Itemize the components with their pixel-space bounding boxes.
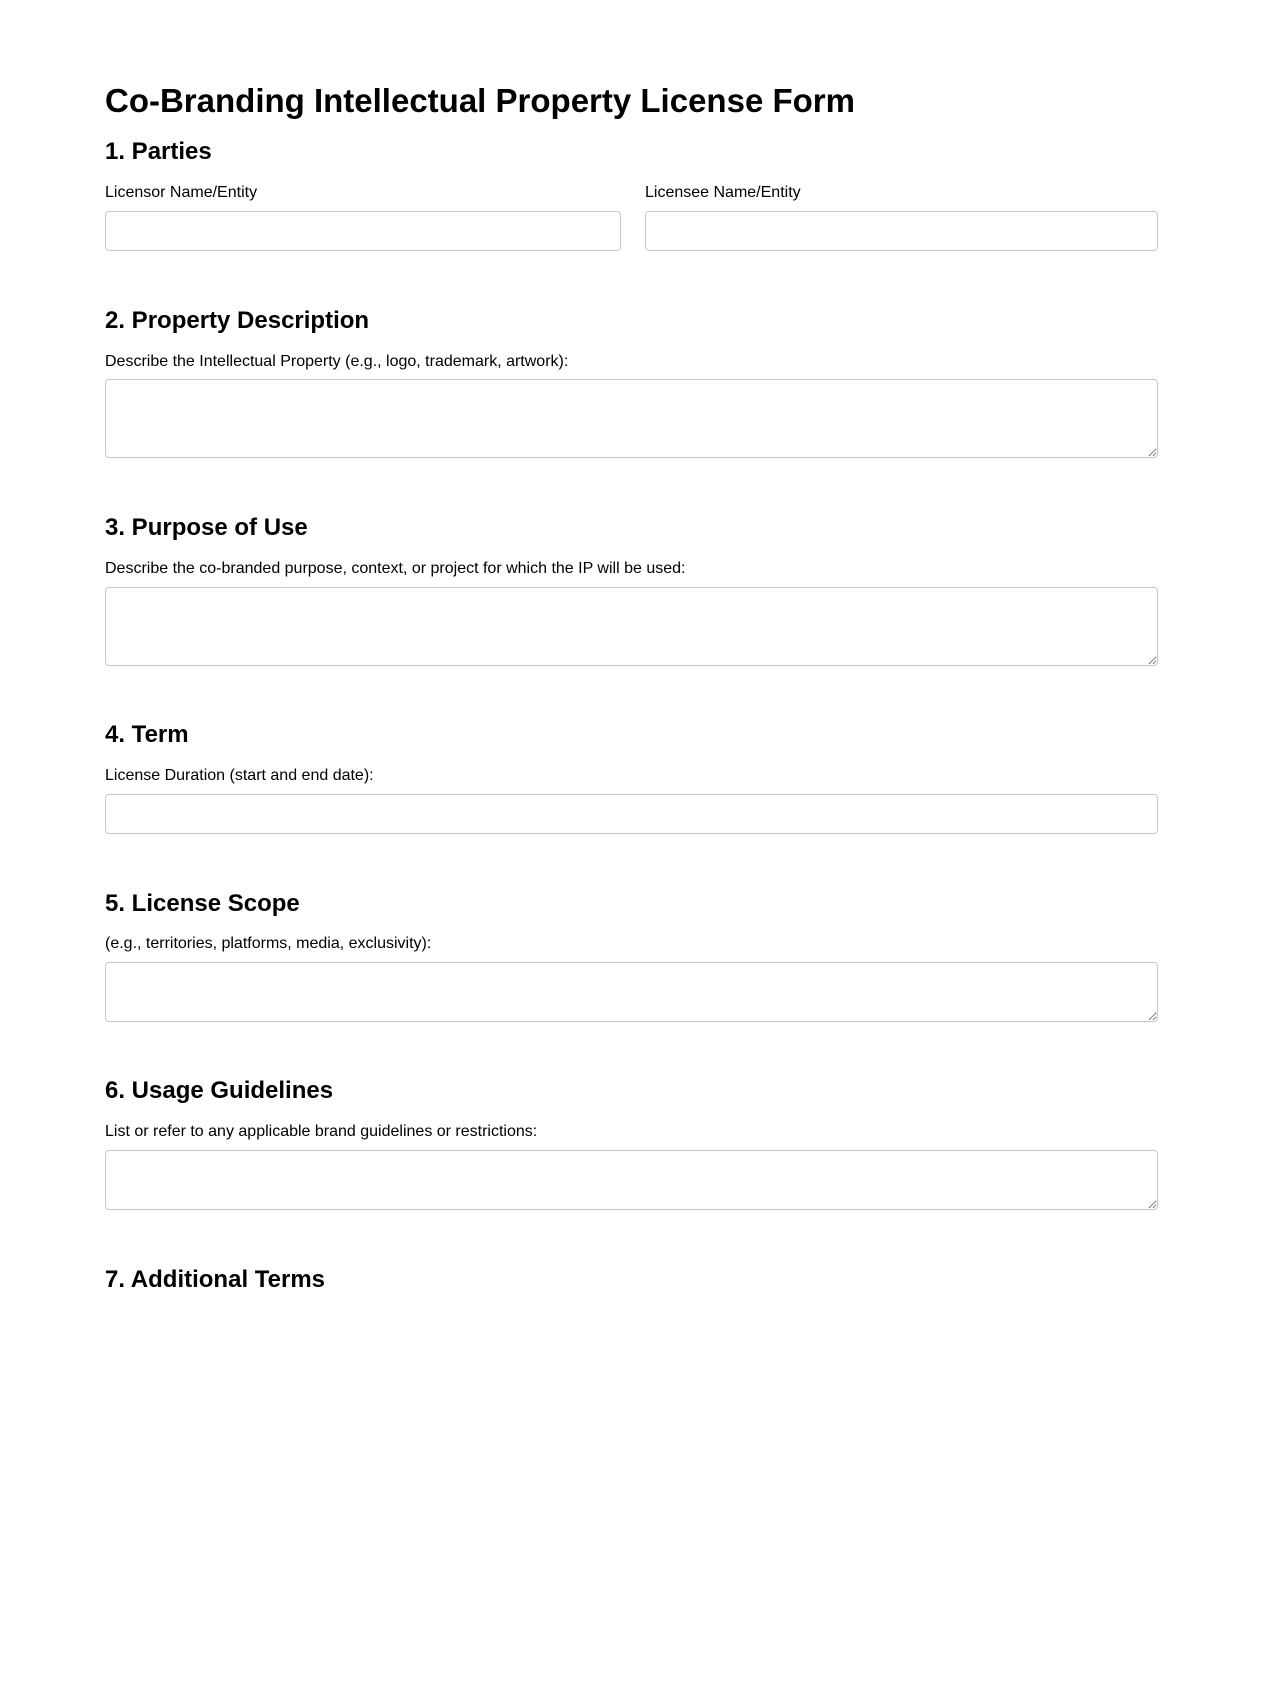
purpose-textarea[interactable]: [105, 587, 1158, 666]
property-description-textarea[interactable]: [105, 379, 1158, 458]
section-heading-property-description: 2. Property Description: [105, 307, 370, 334]
license-duration-input[interactable]: [105, 794, 1158, 834]
section-heading-purpose-of-use: 3. Purpose of Use: [105, 514, 308, 541]
term-label: License Duration (start and end date):: [105, 767, 374, 784]
property-description-label: Describe the Intellectual Property (e.g., logo, trademark, artwork):: [105, 353, 569, 370]
licensor-label: Licensor Name/Entity: [105, 184, 258, 201]
section-heading-additional-terms: 7. Additional Terms: [105, 1266, 326, 1293]
section-heading-usage-guidelines: 6. Usage Guidelines: [105, 1077, 334, 1104]
licensee-input[interactable]: [645, 211, 1158, 251]
section-heading-license-scope: 5. License Scope: [105, 890, 300, 917]
usage-guidelines-label: List or refer to any applicable brand guidelines or restrictions:: [105, 1123, 538, 1140]
usage-guidelines-textarea[interactable]: [105, 1150, 1158, 1210]
page-title: Co-Branding Intellectual Property License Form: [105, 82, 855, 119]
licensor-input[interactable]: [105, 211, 621, 251]
license-scope-label: (e.g., territories, platforms, media, exclusivity):: [105, 935, 432, 952]
section-heading-parties: 1. Parties: [105, 138, 212, 165]
licensee-label: Licensee Name/Entity: [645, 184, 801, 201]
license-scope-textarea[interactable]: [105, 962, 1158, 1022]
purpose-label: Describe the co-branded purpose, context, or project for which the IP will be used:: [105, 560, 686, 577]
section-heading-term: 4. Term: [105, 721, 189, 748]
